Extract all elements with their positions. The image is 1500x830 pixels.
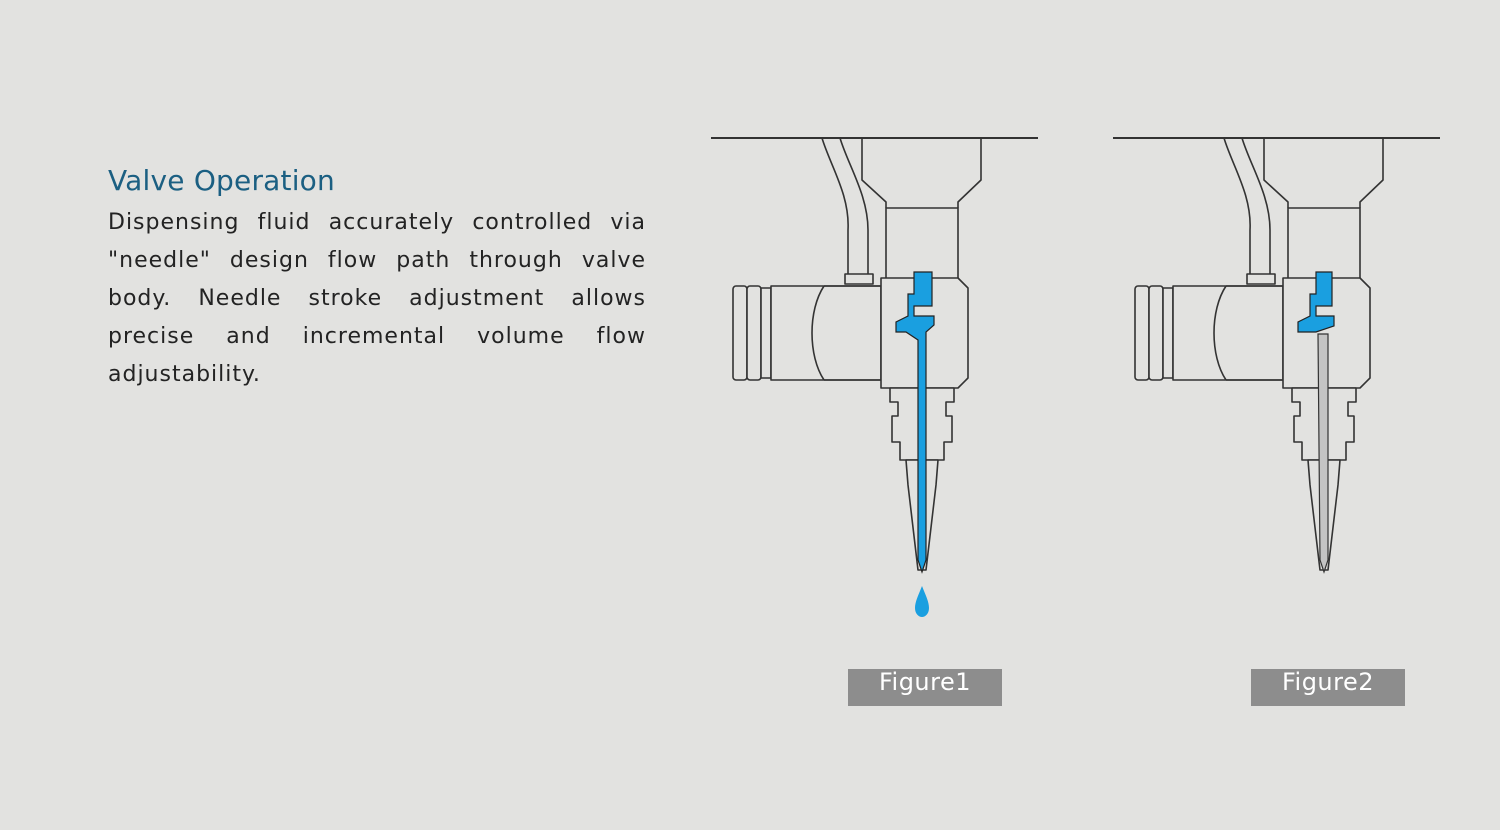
figure-1-valve	[711, 138, 1038, 617]
figure-2-caption: Figure2	[1251, 669, 1405, 706]
valve-diagram	[700, 120, 1460, 630]
text-section	[108, 162, 646, 394]
figure-2-needle	[1318, 334, 1328, 572]
figure-2-valve	[1113, 138, 1440, 572]
droplet-icon	[915, 586, 929, 617]
section-description: Dispensing fluid accurately controlled via "needle" design flow path through valve body. Needle stroke adjustment allows precise and incremental volume flow adjustability.	[108, 210, 646, 387]
section-title: Valve Operation	[108, 164, 335, 197]
figure-1-caption: Figure1	[848, 669, 1002, 706]
